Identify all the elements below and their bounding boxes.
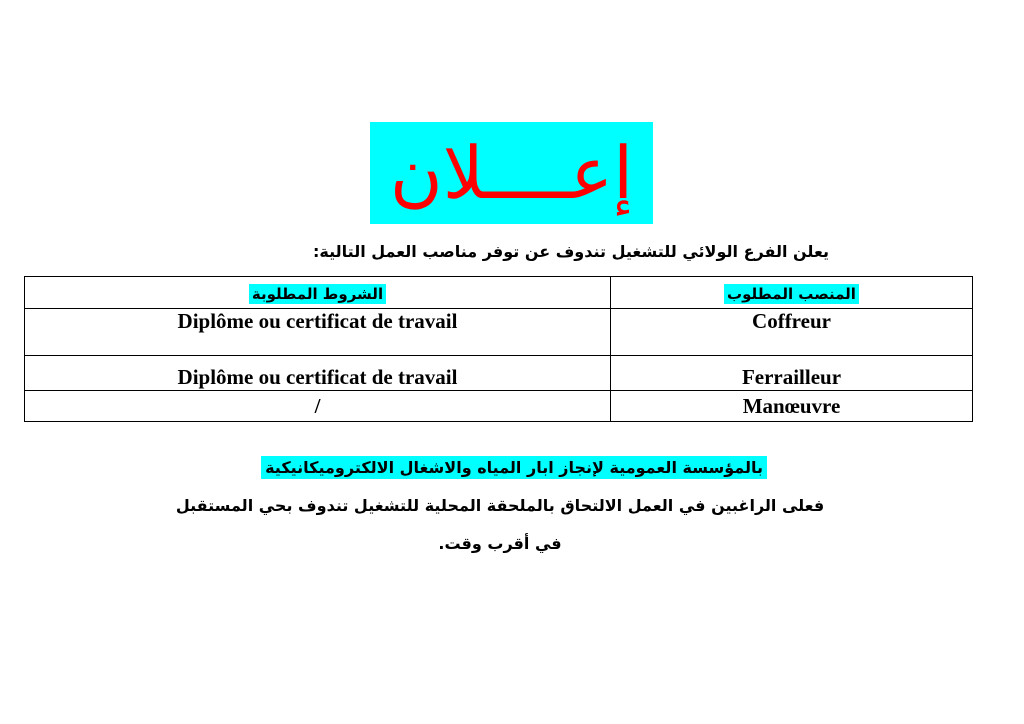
table-row (25, 356, 973, 391)
position-cell: Coffreur (611, 309, 973, 356)
table-row (25, 309, 973, 356)
jobs-table (24, 276, 973, 422)
requirement-cell: / (25, 391, 611, 422)
header-requirements: الشروط المطلوبة (249, 284, 386, 304)
announcement-intro: يعلن الفرع الولائي للتشغيل تندوف عن توفر مناصب العمل التالية: (313, 242, 829, 261)
header-cell-position (611, 277, 973, 309)
employer-line: بالمؤسسة العمومية لإنجاز ابار المياه والاشغال الالكتروميكانيكية (261, 456, 767, 479)
requirement-cell: Diplôme ou certificat de travail (25, 356, 611, 391)
header-position: المنصب المطلوب (724, 284, 859, 304)
table-row (25, 391, 973, 422)
title-banner (370, 122, 653, 224)
position-cell: Manœuvre (611, 391, 973, 422)
position-cell: Ferrailleur (611, 356, 973, 391)
header-cell-requirements (25, 277, 611, 309)
announcement-title: إعــــلان (389, 131, 634, 215)
table-header-row (25, 277, 973, 309)
requirement-cell: Diplôme ou certificat de travail (25, 309, 611, 356)
instruction-line-2: في أقرب وقت. (438, 534, 562, 553)
instruction-line-1: فعلى الراغبين في العمل الالتحاق بالملحقة المحلية للتشغيل تندوف بحي المستقبل (175, 496, 825, 515)
